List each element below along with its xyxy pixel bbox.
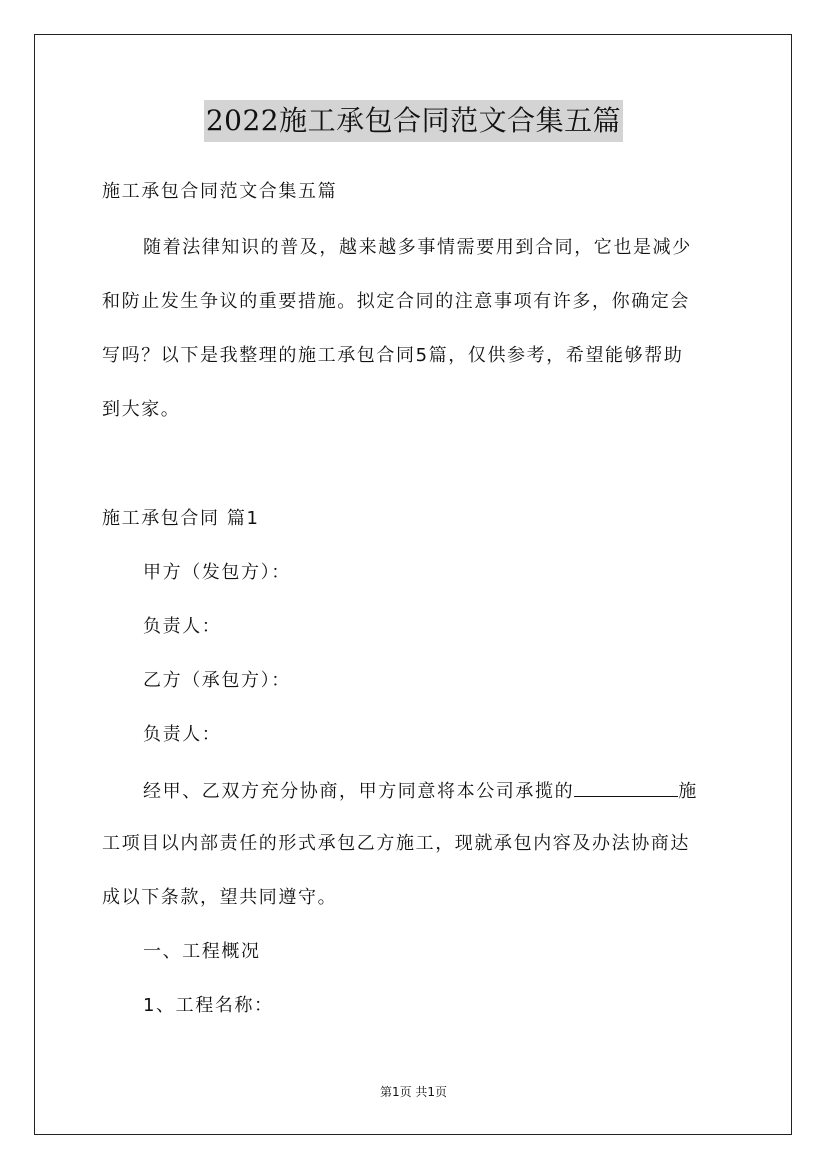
party-a-label: 甲方（发包方）： [143,562,291,583]
clause-item: 1、工程名称： [143,995,274,1016]
title-container [0,100,827,142]
body-text: 经甲、乙双方充分协商，甲方同意将本公司承揽的 [143,781,575,802]
intro-line: 和防止发生争议的重要措施。拟定合同的注意事项有许多，你确定会 [102,291,690,312]
party-b-label: 乙方（承包方）： [143,670,291,691]
page-footer: 第1页 共1页 [379,1085,448,1099]
intro-line: 写吗？以下是我整理的施工承包合同5篇，仅供参考，希望能够帮助 [102,345,684,366]
intro-line: 到大家。 [102,399,181,420]
body-text: 施 [678,781,698,802]
document-title: 2022施工承包合同范文合集五篇 [204,100,623,142]
section-heading: 施工承包合同 篇1 [102,508,260,529]
fill-in-blank [574,778,678,797]
body-paragraph-line: 成以下条款，望共同遵守。 [102,887,338,908]
document-subtitle: 施工承包合同范文合集五篇 [102,181,338,202]
party-a-rep-label: 负责人： [143,616,222,637]
body-paragraph-line [143,778,698,804]
intro-line: 随着法律知识的普及，越来越多事情需要用到合同，它也是减少 [143,237,692,258]
clause-heading: 一、工程概况 [143,941,261,962]
body-paragraph-line: 工项目以内部责任的形式承包乙方施工，现就承包内容及办法协商达 [102,833,690,854]
party-b-rep-label: 负责人： [143,724,222,745]
